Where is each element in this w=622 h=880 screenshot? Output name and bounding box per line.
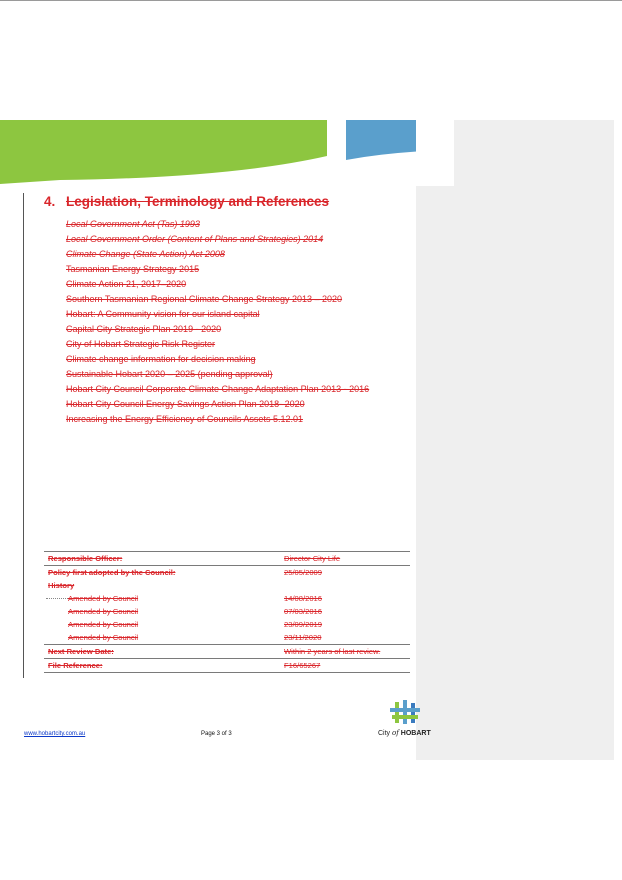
top-rule xyxy=(0,0,622,1)
reference-list xyxy=(66,217,369,427)
table-row xyxy=(44,579,410,592)
first-adopted-label: Policy first adopted by the Council: xyxy=(48,568,176,577)
panel-notch xyxy=(416,120,454,186)
list-item: Climate change information for decision making xyxy=(66,354,256,364)
list-item: Climate Change (State Action) Act 2008 xyxy=(66,249,225,259)
section-number: 4. xyxy=(44,194,56,209)
logo-of: of xyxy=(392,729,399,737)
table-row xyxy=(44,631,410,645)
footer-page-number: Page 3 of 3 xyxy=(201,731,232,737)
history-label: History xyxy=(48,581,75,590)
list-item: Hobart City Council Corporate Climate Change Adaptation Plan 2013 - 2016 xyxy=(66,384,370,394)
list-item: Tasmanian Energy Strategy 2015 xyxy=(66,264,200,274)
file-reference-label: File Reference: xyxy=(44,659,280,673)
list-item: Increasing the Energy Efficiency of Councils Assets 5.12.01 xyxy=(66,414,303,424)
table-row xyxy=(44,659,410,673)
list-item: Southern Tasmanian Regional Climate Change Strategy 2013 – 2020 xyxy=(66,294,343,304)
list-item: Local Government Order (Content of Plans and Strategies) 2014 xyxy=(66,234,324,244)
list-item: Capital City Strategic Plan 2019 - 2020 xyxy=(66,324,222,334)
amendment-label: Amended by Council xyxy=(44,592,280,605)
next-review-value: Within 2 years of last review. xyxy=(280,645,410,659)
list-item: Hobart: A Community vision for our island capital xyxy=(66,309,260,319)
amendment-date: 23/09/2019 xyxy=(284,620,323,629)
tab-leader xyxy=(46,598,68,599)
table-row xyxy=(44,552,410,566)
responsible-officer-label: Responsible Officer: xyxy=(44,552,280,566)
table-row xyxy=(44,592,410,605)
list-item: Local Government Act (Tas) 1993 xyxy=(66,219,200,229)
amendment-label: Amended by Council xyxy=(68,607,139,616)
logo-wordmark xyxy=(378,729,431,737)
amendment-date: 23/11/2020 xyxy=(280,631,410,645)
table-row xyxy=(44,618,410,631)
history-table xyxy=(44,551,410,673)
amendment-date: 14/08/2016 xyxy=(284,594,323,603)
first-adopted-value: 25/05/2009 xyxy=(284,568,323,577)
next-review-label: Next Review Date: xyxy=(44,645,280,659)
amendment-date: 07/03/2016 xyxy=(284,607,323,616)
right-margin-panel xyxy=(416,120,614,760)
logo-city: City xyxy=(378,730,391,737)
table-row xyxy=(44,645,410,659)
table-row xyxy=(44,566,410,580)
list-item: Climate Action 21, 2017–2020 xyxy=(66,279,187,289)
list-item: Sustainable Hobart 2020 – 2025 (pending approval) xyxy=(66,369,273,379)
amendment-label: Amended by Council xyxy=(68,620,139,629)
list-item: Hobart City Council Energy Savings Action Plan 2018- 2020 xyxy=(66,399,305,409)
section-heading xyxy=(44,194,329,209)
change-bar xyxy=(23,193,24,678)
footer-website-link[interactable]: www.hobartcity.com.au xyxy=(24,731,86,737)
logo-hobart: HOBART xyxy=(400,730,431,737)
list-item: City of Hobart Strategic Risk Register xyxy=(66,339,216,349)
file-reference-value: F16/65267 xyxy=(280,659,410,673)
header-green-band xyxy=(0,120,327,184)
section-title: Legislation, Terminology and References xyxy=(66,194,330,209)
table-row xyxy=(44,605,410,618)
amendment-label: Amended by Council xyxy=(44,631,280,645)
responsible-officer-value: Director City Life xyxy=(280,552,410,566)
